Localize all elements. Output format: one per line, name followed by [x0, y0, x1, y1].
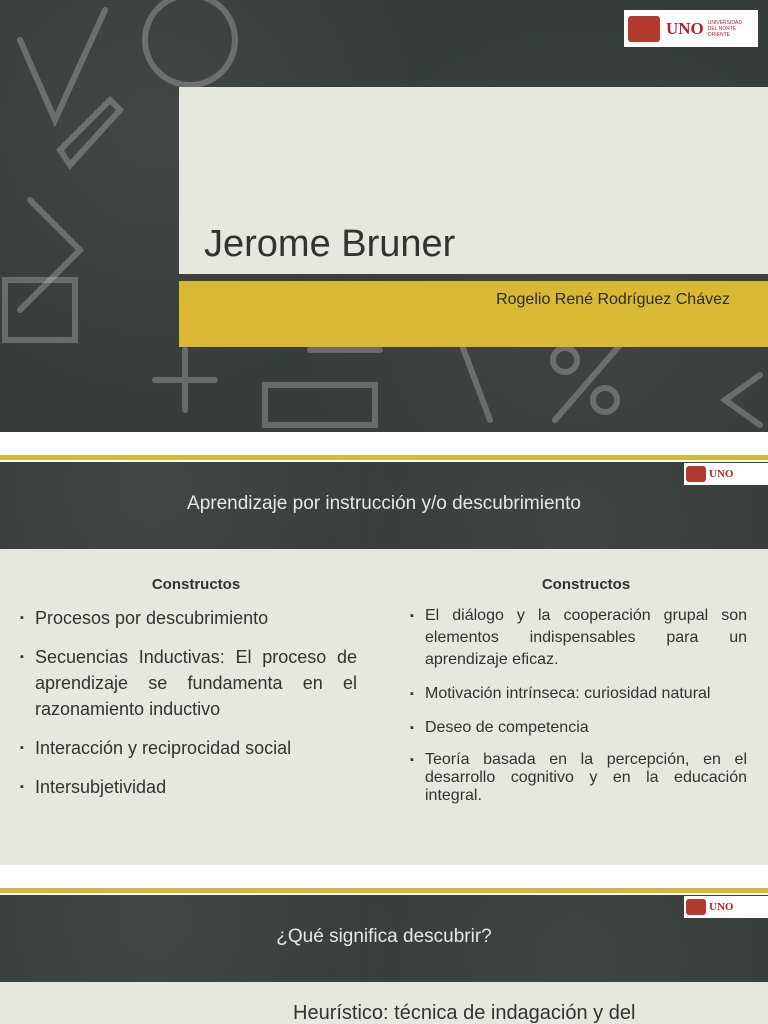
slide3-header	[0, 895, 768, 982]
list-item: ▪ El diálogo y la cooperación grupal son elementos indispensables para un aprendizaje eficaz.	[425, 605, 747, 671]
left-column-title: Constructos	[151, 576, 241, 593]
university-logo	[624, 10, 758, 47]
list-item: ▪ Procesos por descubrimiento	[35, 605, 357, 631]
list-item: ▪ Secuencias Inductivas: El proceso de aprendizaje se fundamenta en el razonamiento inductivo	[35, 644, 357, 722]
right-bullet-list	[425, 605, 747, 805]
slide-title: Jerome Bruner	[204, 223, 456, 265]
title-panel	[179, 87, 768, 274]
slide2-header	[0, 462, 768, 549]
right-column-title: Constructos	[541, 576, 631, 593]
author-name: Rogelio René Rodríguez Chávez	[496, 291, 730, 308]
slide2-heading: Aprendizaje por instrucción y/o descubrimiento	[187, 493, 581, 514]
logo-subtext: UNIVERSIDAD DEL NORTE ORIENTE	[707, 19, 742, 38]
slide2-body	[0, 549, 768, 865]
crest-icon	[686, 899, 706, 915]
list-item: ▪ Motivación intrínseca: curiosidad natural	[425, 683, 747, 705]
left-bullet-list	[35, 605, 357, 800]
logo-text: UNO	[709, 901, 734, 913]
crest-icon	[686, 466, 706, 482]
left-column	[35, 576, 357, 813]
slide3-body	[0, 982, 768, 1024]
slide3-heading: ¿Qué significa descubrir?	[276, 926, 492, 947]
slide-separator	[0, 432, 768, 455]
right-column	[425, 576, 747, 817]
subtitle-band	[179, 281, 768, 347]
university-logo	[684, 463, 768, 485]
logo-text: UNO	[709, 468, 734, 480]
logo-text: UNO	[666, 18, 704, 38]
list-item: ▪ Intersubjetividad	[35, 774, 357, 800]
title-slide	[0, 0, 768, 432]
list-item: ▪ Teoría basada en la percepción, en el desarrollo cognitivo y en la educación integral.	[425, 751, 747, 805]
list-item: ▪ Deseo de competencia	[425, 717, 747, 739]
university-logo	[684, 896, 768, 918]
list-item: ▪ Interacción y reciprocidad social	[35, 735, 357, 761]
accent-line	[0, 455, 768, 460]
crest-icon	[628, 16, 660, 42]
accent-line	[0, 888, 768, 893]
slide-separator	[0, 865, 768, 888]
slide3-paragraph: Heurístico: técnica de indagación y del	[293, 1002, 636, 1024]
